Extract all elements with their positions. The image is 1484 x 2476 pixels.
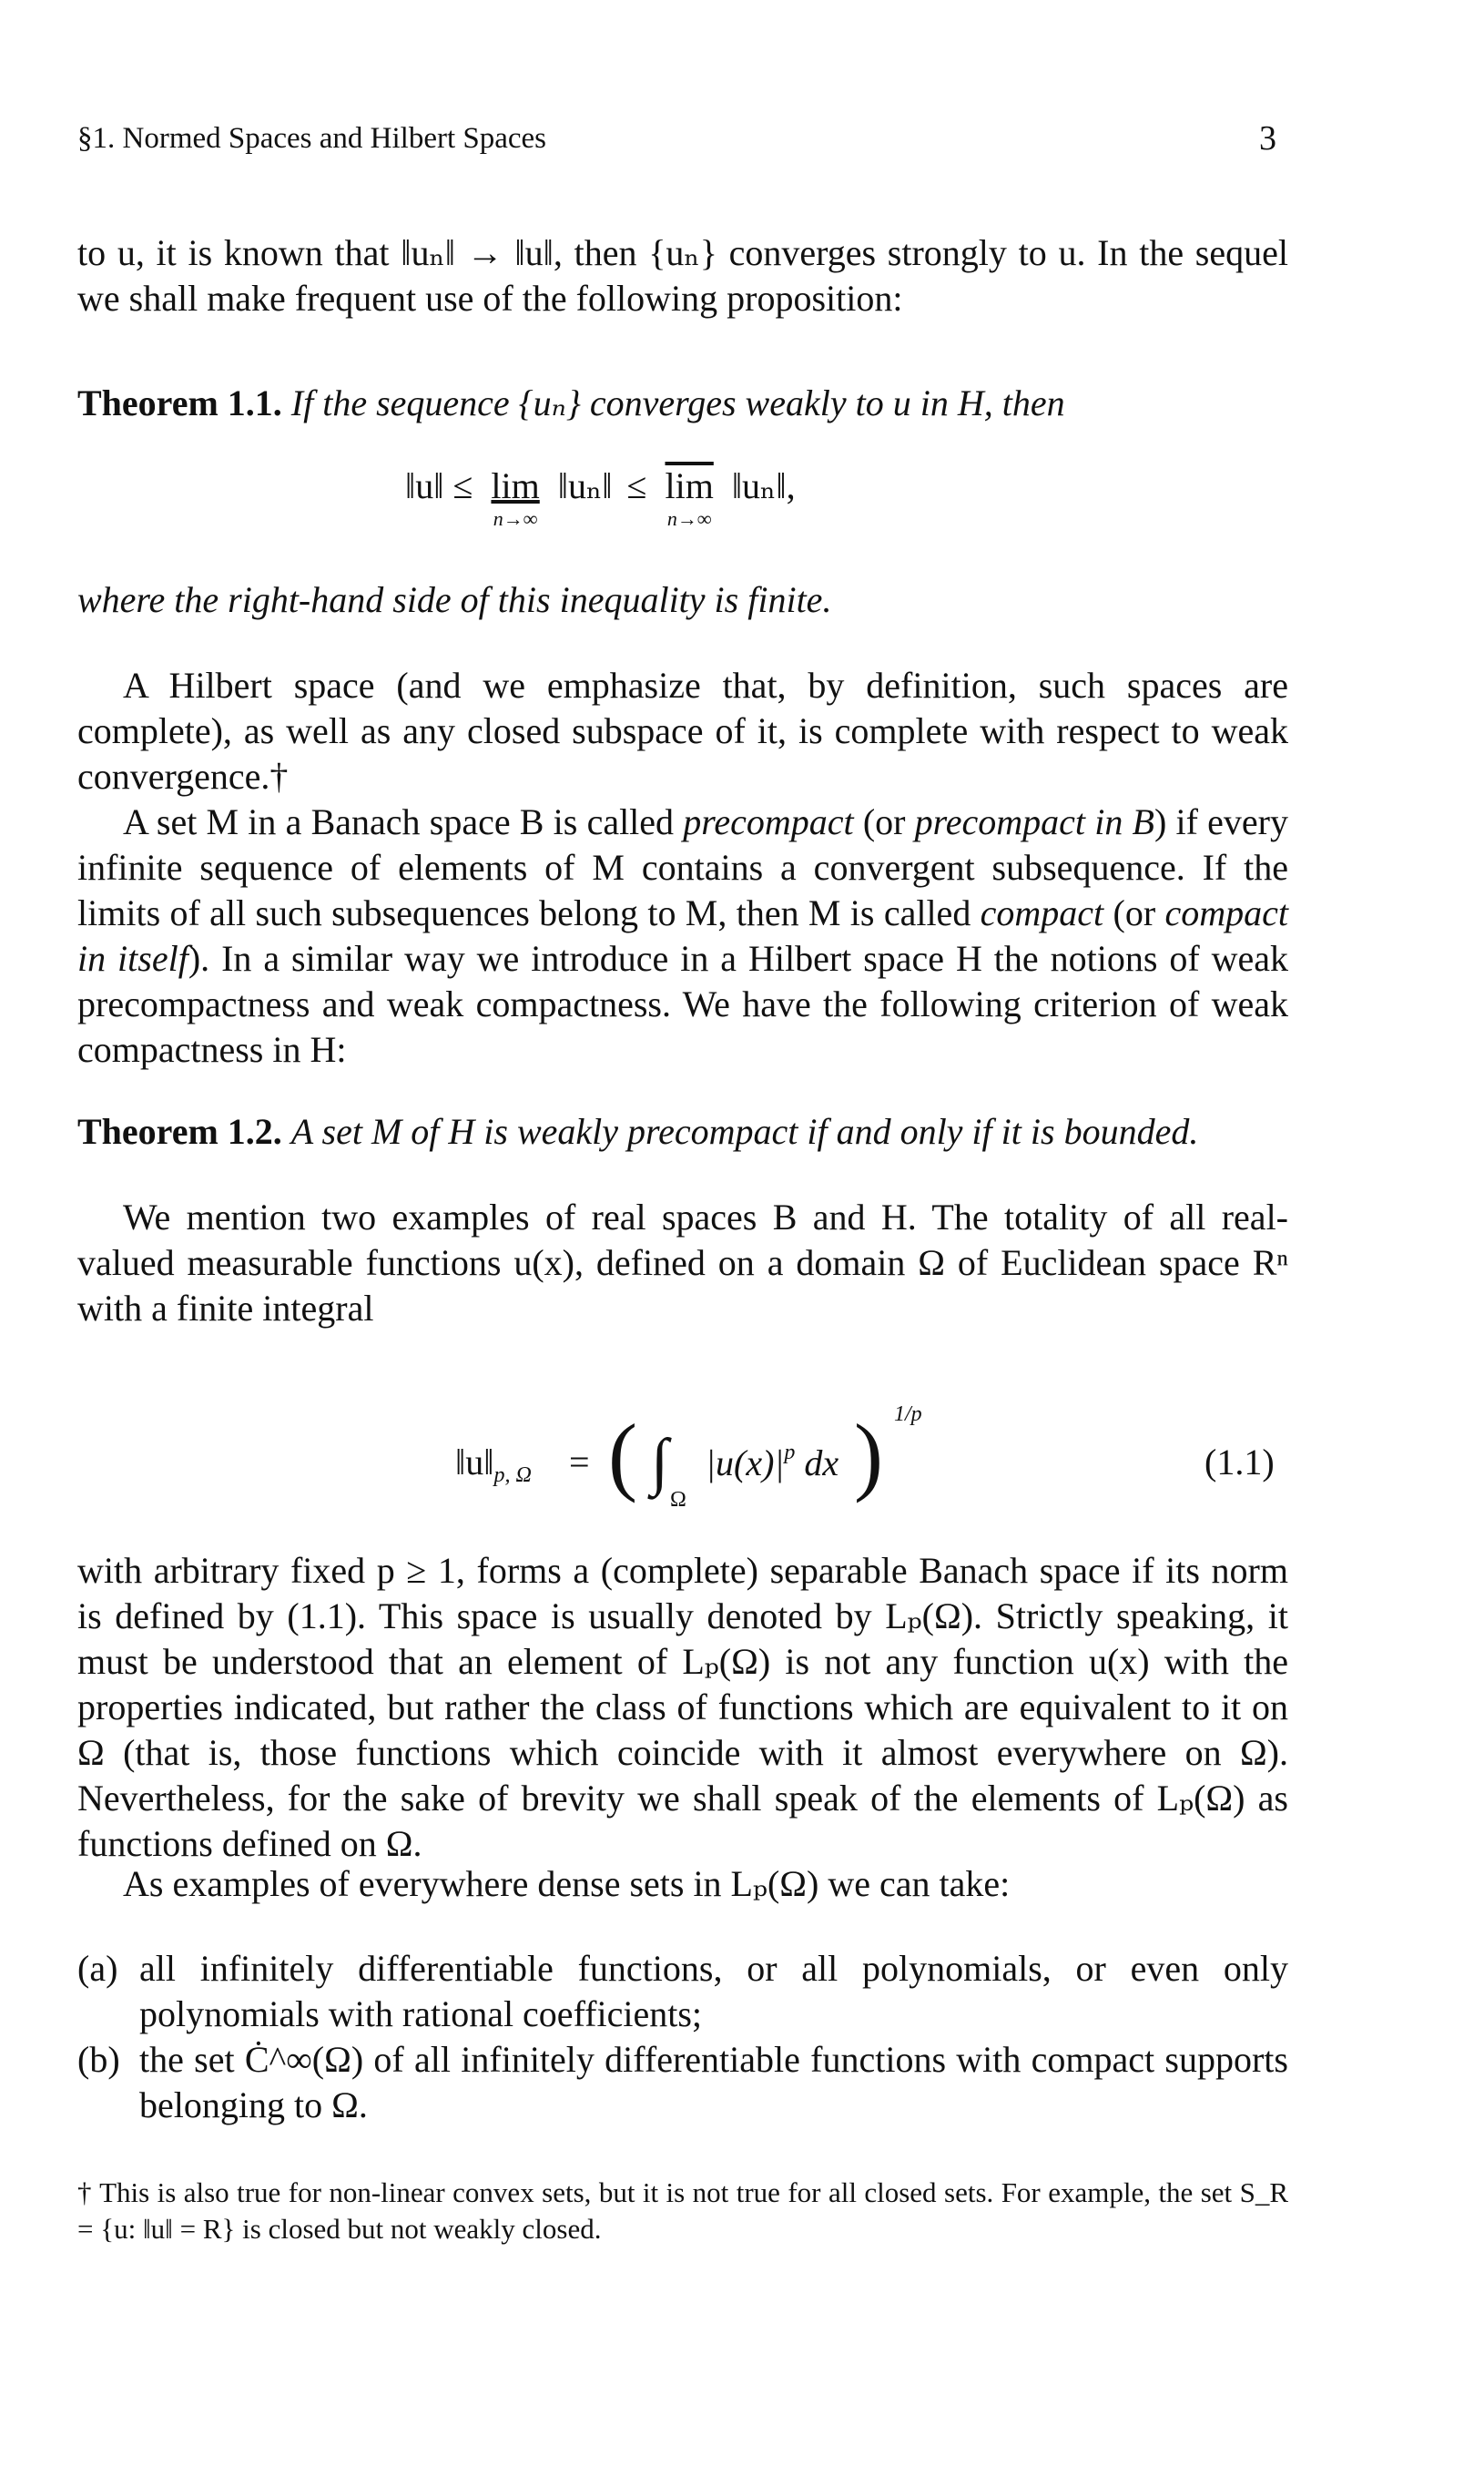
paragraph-5: with arbitrary fixed p ≥ 1, forms a (complete) separable Banach space if its norm is defined by (1.1). This space is usually denoted by Lₚ(Ω). Strictly speaking, it must be understood that an element of Lₚ(Ω) is not any function u(x) with the properties indicated, but rather the class of functions which are equivalent to it on Ω (that is, those functions which coincide with it almost everywhere on Ω). Nevertheless, for the sake of brevity we shall speak of the elements of Lₚ(Ω) as functions defined on Ω. xyxy=(77,1550,1288,1864)
list-item-label: (a) xyxy=(77,1948,118,1989)
theorem-1-2-label: Theorem 1.2. xyxy=(77,1111,282,1152)
term-precompact-in-b: precompact in B xyxy=(914,801,1154,842)
limsup-operator: $\overline{lim}$ xyxy=(665,465,714,506)
limsup xyxy=(665,464,713,531)
footnote: † This is also true for non-linear convex sets, but it is not true for all closed sets. For example, the set S_R = {u: ‖u‖ = R} is closed but not weakly closed. xyxy=(77,2176,1288,2245)
equation-lhs-subscript: p, Ω xyxy=(493,1463,532,1487)
theorem-1-2 xyxy=(77,1109,1288,1155)
liminf xyxy=(491,464,539,531)
list-item-text: the set Ċ^∞(Ω) of all infinitely differentiable functions with compact supports belonging to Ω. xyxy=(139,2039,1288,2125)
term-compact-in-itself: compact in itself xyxy=(77,892,1288,979)
right-paren: ) xyxy=(854,1406,883,1503)
integrand: $|u(x)|^p$ dx xyxy=(706,1441,839,1483)
list-item xyxy=(77,2037,1288,2128)
inequality-term: ‖uₙ‖ xyxy=(557,465,613,506)
left-paren: ( xyxy=(608,1406,637,1503)
equation-lhs: $‖u‖_{p, \Omega}$ xyxy=(455,1442,532,1487)
list-item-text: all infinitely differentiable functions, or all polynomials, or even only polynomials with rational coefficients; xyxy=(139,1948,1288,2034)
liminf-subscript: n→∞ xyxy=(493,507,538,530)
theorem-1-1-statement: If the sequence {uₙ} converges weakly to u in H, then xyxy=(290,382,1065,423)
theorem-1-1-label: Theorem 1.1. xyxy=(77,382,282,423)
page-number: 3 xyxy=(1259,119,1276,158)
outer-exponent: 1/p xyxy=(894,1402,922,1426)
inequality-lhs: ‖u‖ ≤ xyxy=(405,465,473,506)
theorem-1-1-inequality xyxy=(405,464,796,531)
integrand-exponent: p xyxy=(784,1441,796,1464)
paragraph-6: As examples of everywhere dense sets in Lₚ(Ω) we can take: xyxy=(123,1863,1011,1904)
term-precompact: precompact xyxy=(683,801,854,842)
theorem-1-1-conclusion: where the right-hand side of this inequality is finite. xyxy=(77,579,832,620)
equation-equals: = xyxy=(569,1442,590,1483)
term-compact: compact xyxy=(980,892,1104,933)
list-item-label: (b) xyxy=(77,2039,120,2080)
list-item xyxy=(77,1946,1288,2037)
liminf-operator: lim xyxy=(491,465,540,506)
limsup-subscript: n→∞ xyxy=(666,507,712,530)
equation-number: (1.1) xyxy=(1204,1442,1275,1483)
running-header: §1. Normed Spaces and Hilbert Spaces xyxy=(77,122,547,155)
paragraph-4: We mention two examples of real spaces B and H. The totality of all real-valued measurable functions u(x), defined on a domain Ω of Euclidean space Rⁿ with a finite integral xyxy=(77,1197,1288,1329)
paragraph-3: A set M in a Banach space B is called precompact (or precompact in B) if every infinite sequence of elements of M contains a convergent subsequence. If the limits of all such subsequences belong to M, then M is called compact (or compact in itself). In a similar way we introduce in a Hilbert space H the notions of weak precompactness and weak compactness. We have the following criterion of weak compactness in H: xyxy=(77,801,1288,1070)
inequality-le: ≤ xyxy=(626,465,647,506)
integral-sign: ∫ xyxy=(651,1427,669,1497)
theorem-1-2-statement: A set M of H is weakly precompact if and only if it is bounded. xyxy=(290,1111,1199,1152)
inequality-end: ‖uₙ‖, xyxy=(731,465,796,506)
theorem-1-1 xyxy=(77,381,1288,426)
paragraph-2: A Hilbert space (and we emphasize that, by definition, such spaces are complete), as well as any closed subspace of it, is complete with respect to weak convergence.† xyxy=(77,665,1288,797)
paragraph-1: to u, it is known that ‖uₙ‖ → ‖u‖, then {uₙ} converges strongly to u. In the sequel we shall make frequent use of the following proposition: xyxy=(77,232,1288,319)
differential: dx xyxy=(795,1442,839,1483)
integral-subscript: Ω xyxy=(670,1488,686,1512)
